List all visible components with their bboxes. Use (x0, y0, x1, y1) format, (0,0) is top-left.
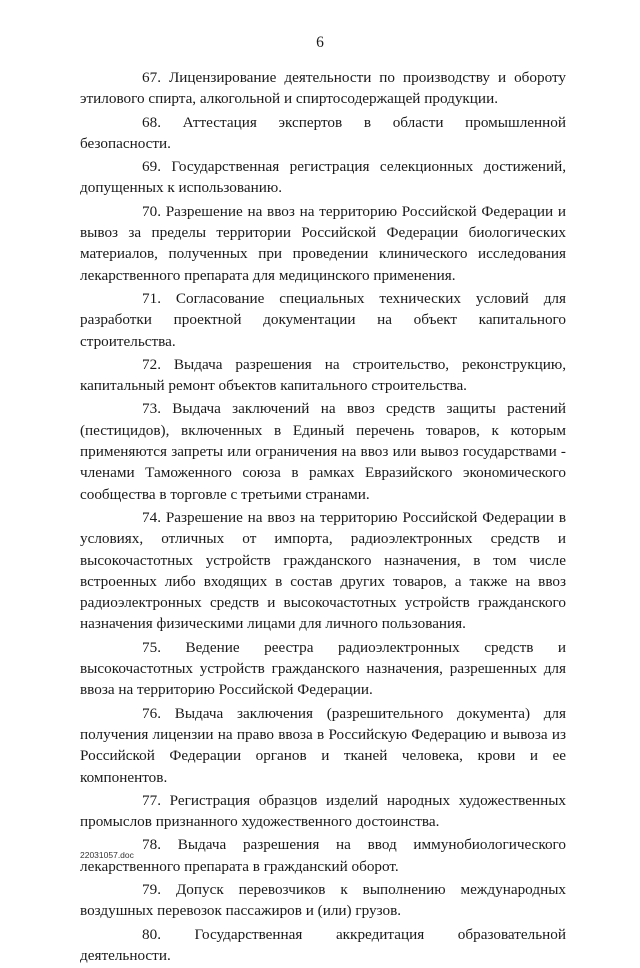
item-number: 74. (142, 508, 161, 526)
list-item (80, 288, 566, 352)
list-item (80, 790, 566, 833)
item-text: Аттестация экспертов в области промышленной безопасности. (80, 113, 566, 152)
item-list (80, 67, 566, 968)
item-text: Выдача разрешения на строительство, реконструкцию, капитальный ремонт объектов капитального строительства. (80, 355, 566, 395)
item-number: 79. (142, 880, 161, 898)
item-text: Регистрация образцов изделий народных художественных промыслов признанного художественного достоинства. (80, 791, 567, 831)
list-item (80, 834, 566, 877)
list-item (80, 507, 566, 635)
item-text: Согласование специальных технических условий для разработки проектной документации на объект капитального строительства. (80, 289, 566, 350)
item-number: 71. (142, 289, 161, 307)
list-item (80, 354, 566, 397)
item-text: Лицензирование деятельности по производству и обороту этилового спирта, алкогольной и спиртосодержащей продукции. (80, 69, 567, 108)
item-text: Выдача заключения (разрешительного документа) для получения лицензии на право ввоза в Российскую Федерацию и вывоза из Российской Федерации органов и тканей человека, крови и ее компонентов. (80, 704, 567, 786)
item-text: Разрешение на ввоз на территорию Российской Федерации и вывоз за пределы территории Российской Федерации биологических материалов, полученных при проведении клинического исследования лекарственного препарата для медицинского применения. (80, 202, 566, 284)
item-number: 70. (142, 202, 161, 220)
item-number: 77. (142, 791, 161, 809)
item-number: 72. (142, 355, 161, 373)
list-item (80, 637, 566, 701)
list-item (80, 156, 566, 199)
item-text: Государственная регистрация селекционных достижений, допущенных к использованию. (80, 158, 567, 197)
item-number: 76. (142, 704, 161, 722)
list-item (80, 201, 566, 286)
item-text: Допуск перевозчиков к выполнению международных воздушных перевозок пассажиров и (или) грузов. (80, 880, 566, 920)
item-number: 69. (142, 158, 161, 176)
item-text: Выдача разрешения на ввод иммунобиологического лекарственного препарата в гражданский оборот. (80, 836, 566, 875)
item-number: 73. (142, 400, 161, 418)
page-number: 6 (316, 34, 324, 51)
list-item (80, 112, 566, 155)
list-item (80, 879, 566, 922)
item-number: 75. (142, 638, 161, 656)
item-number: 68. (142, 113, 161, 131)
item-text: Разрешение на ввоз на территорию Российской Федерации в условиях, отличных от импорта, радиоэлектронных средств и высокочастотных устройств гражданского назначения, в том числе встроенных либо входящих в состав других товаров, а также на ввоз радиоэлектронных средств и высокочастотных устройств гражданского назначения физическими лицами для личного пользования. (80, 508, 566, 633)
list-item (80, 703, 566, 788)
file-code: 22031057.doc (80, 850, 134, 860)
item-text: Ведение реестра радиоэлектронных средств и высокочастотных устройств гражданского назначения, разрешенных для ввоза на территорию Российской Федерации. (80, 638, 567, 699)
item-text: Государственная аккредитация образовательной деятельности. (80, 925, 567, 964)
list-item (80, 924, 566, 967)
item-text: Выдача заключений на ввоз средств защиты растений (пестицидов), включенных в Единый перечень товаров, к которым применяются запреты или ограничения на ввоз или вывоз государствами - членами Таможенного союза в рамках Евразийского экономического сообщества в торговле с третьими странами. (80, 400, 566, 503)
item-number: 78. (142, 836, 161, 854)
item-number: 67. (142, 69, 161, 86)
item-number: 80. (142, 925, 161, 943)
list-item (80, 67, 566, 110)
list-item (80, 398, 566, 504)
